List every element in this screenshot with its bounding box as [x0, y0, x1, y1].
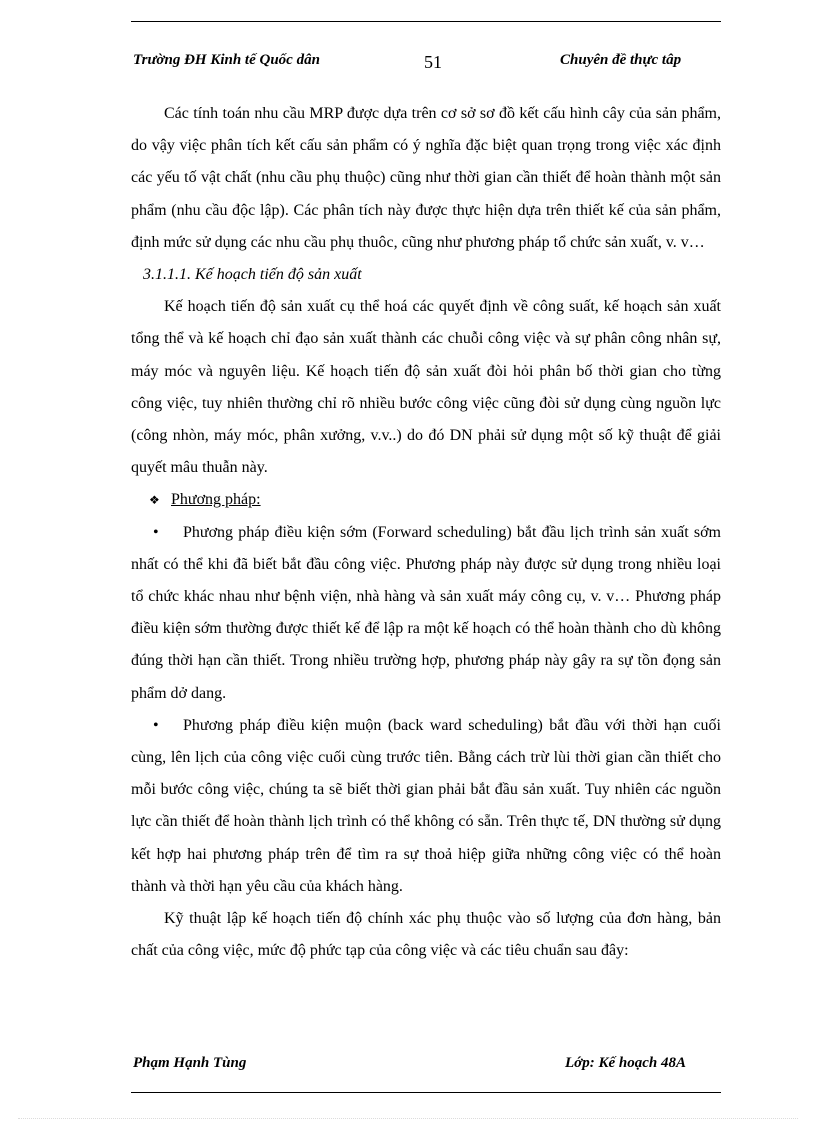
- page-number: 51: [424, 52, 442, 72]
- bullet-item-backward: [131, 710, 721, 903]
- footer-class: Lớp: Kế hoạch 48A: [565, 1055, 686, 1071]
- bullet-text: Phương pháp điều kiện muộn (back ward scheduling) bắt đầu với thời hạn cuối cùng, lên lịch của công việc cuối cùng trước tiên. Bằng cách trừ lùi thời gian cần thiết cho mỗi bước công việc, chúng ta sẽ biết thời gian phải bắt đầu sản xuất. Tuy nhiên các nguồn lực cần thiết để hoàn thành lịch trình có thể không có sẵn. Trên thực tế, DN thường sử dụng kết hợp hai phương pháp trên để tìm ra sự thoả hiệp giữa những công việc có thể hoàn thành và thời hạn yêu cầu của khách hàng.: [131, 716, 721, 895]
- header-doc-type: Chuyên đề thực tâp: [560, 52, 682, 68]
- footer-rule: [131, 1092, 721, 1093]
- document-body: [131, 98, 721, 967]
- bullet-dot-icon: •: [153, 523, 159, 541]
- bullet-text: Phương pháp điều kiện sớm (Forward scheduling) bắt đầu lịch trình sản xuất sớm nhất có thể khi đã biết bắt đầu công việc. Phương pháp này được sử dụng trong nhiều loại tổ chức khác nhau như bệnh viện, nhà hàng và sản xuất máy công cụ, v. v… Phương pháp điều kiện sớm thường được thiết kế để lập ra một kế hoạch có thể hoàn thành cho dù không đúng thời hạn cần thiết. Trong nhiều trường hợp, phương pháp này gây ra sự tồn đọng sản phẩm dở dang.: [131, 523, 721, 702]
- bullet-item-forward: [131, 517, 721, 710]
- intro-paragraph: Các tính toán nhu cầu MRP được dựa trên cơ sở sơ đồ kết cấu hình cây của sản phẩm, do vậy việc phân tích kết cấu sản phẩm có ý nghĩa đặc biệt quan trọng trong việc xác định các yếu tố vật chất (nhu cầu phụ thuộc) cũng như thời gian cần thiết để hoàn thành một sản phẩm (nhu cầu độc lập). Các phân tích này được thực hiện dựa trên thiết kế của sản phẩm, định mức sử dụng các nhu cầu phụ thuôc, cũng như phương pháp tổ chức sản xuất, v. v…: [131, 105, 721, 251]
- bullet-dot-icon: •: [153, 716, 159, 734]
- diamond-bullet-icon: ❖: [149, 493, 160, 508]
- method-heading: [131, 484, 721, 516]
- closing-paragraph: Kỹ thuật lập kế hoạch tiến độ chính xác phụ thuộc vào số lượng của đơn hàng, bản chất của công việc, mức độ phức tạp của công việc và các tiêu chuẩn sau đây:: [131, 910, 721, 960]
- page-edge-dots: [18, 1118, 798, 1119]
- footer-author: Phạm Hạnh Tùng: [133, 1055, 247, 1071]
- section-heading: 3.1.1.1. Kế hoạch tiến độ sản xuất: [143, 266, 362, 284]
- header-school: Trường ĐH Kinh tế Quốc dân: [133, 52, 320, 68]
- header-rule: [131, 21, 721, 22]
- method-label: Phương pháp:: [171, 491, 261, 509]
- section-paragraph: Kế hoạch tiến độ sản xuất cụ thể hoá các quyết định về công suất, kế hoạch sản xuất tổng thể và kế hoạch chỉ đạo sản xuất thành các chuỗi công việc và sự phân công nhân sự, máy móc và nguyên liệu. Kế hoạch tiến độ sản xuất đòi hỏi phân bố thời gian cho từng công việc, tuy nhiên thường chỉ rõ nhiều bước công việc cũng đòi sử dụng cùng nguồn lực (công nhòn, máy móc, phân xưởng, v.v..) do đó DN phải sử dụng một số kỹ thuật để giải quyết mâu thuẫn này.: [131, 298, 721, 477]
